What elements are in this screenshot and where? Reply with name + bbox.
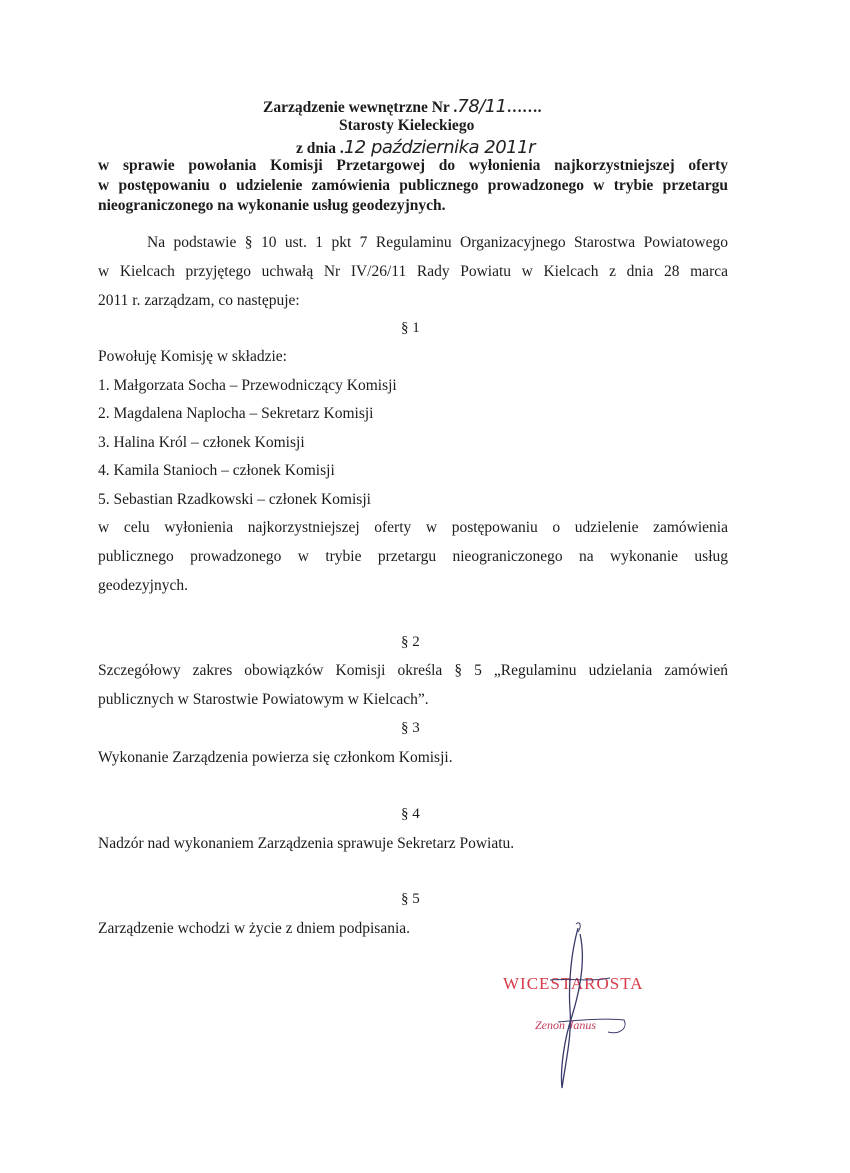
section-5-heading: § 5 [401, 891, 420, 907]
section-3-heading: § 3 [401, 720, 420, 736]
purpose-line-2: publicznego prowadzonego w trybie przetargu nieograniczonego na wykonanie usług [98, 548, 728, 565]
section-2-line-2: publicznych w Starostwie Powiatowym w Kielcach”. [98, 691, 429, 708]
preamble-line-1: Na podstawie § 10 ust. 1 pkt 7 Regulaminu Organizacyjnego Starostwa Powiatowego [147, 234, 728, 251]
member-3: 3. Halina Król – członek Komisji [98, 434, 305, 451]
handwritten-date: 12 października 2011r [343, 137, 535, 158]
section-1-heading: § 1 [401, 320, 420, 336]
document-date [296, 137, 535, 158]
subject-line-2: w postępowaniu o udzielenie zamówienia publicznego prowadzonego w trybie przetargu [98, 177, 728, 194]
handwritten-number: 78/11 [457, 96, 507, 117]
section-4-text: Nadzór nad wykonaniem Zarządzenia sprawuje Sekretarz Powiatu. [98, 835, 515, 852]
subject-line-3: nieograniczonego na wykonanie usług geodezyjnych. [98, 197, 446, 214]
section-1-intro: Powołuję Komisję w składzie: [98, 348, 287, 365]
preamble-line-3: 2011 r. zarządzam, co następuje: [98, 292, 300, 309]
document-title [263, 96, 542, 117]
issuer: Starosty Kieleckiego [339, 117, 475, 134]
purpose-line-1: w celu wyłonienia najkorzystniejszej oferty w postępowaniu o udzielenie zamówienia [98, 519, 728, 536]
member-5: 5. Sebastian Rzadkowski – członek Komisji [98, 491, 371, 508]
stamp-name: Zenon Janus [535, 1018, 596, 1032]
stamp-title: WICESTAROSTA [503, 974, 644, 993]
section-4-heading: § 4 [401, 806, 420, 822]
member-4: 4. Kamila Stanioch – członek Komisji [98, 462, 335, 479]
signature-icon [520, 920, 640, 1095]
date-prefix: z dnia . [296, 140, 344, 157]
subject-line-1: w sprawie powołania Komisji Przetargowej do wyłonienia najkorzystniejszej oferty [98, 157, 728, 174]
section-5-text: Zarządzenie wchodzi w życie z dniem podpisania. [98, 920, 411, 937]
member-1: 1. Małgorzata Socha – Przewodniczący Komisji [98, 377, 397, 394]
purpose-line-3: geodezyjnych. [98, 577, 188, 594]
section-2-line-1: Szczegółowy zakres obowiązków Komisji określa § 5 „Regulaminu udzielania zamówień [98, 662, 728, 679]
section-3-text: Wykonanie Zarządzenia powierza się członkom Komisji. [98, 749, 453, 766]
title-suffix: ……. [506, 99, 542, 116]
preamble-line-2: w Kielcach przyjętego uchwałą Nr IV/26/11 Rady Powiatu w Kielcach z dnia 28 marca [98, 263, 728, 280]
section-2-heading: § 2 [401, 634, 420, 650]
title-prefix: Zarządzenie wewnętrzne Nr . [263, 99, 458, 116]
member-2: 2. Magdalena Naplocha – Sekretarz Komisji [98, 405, 374, 422]
